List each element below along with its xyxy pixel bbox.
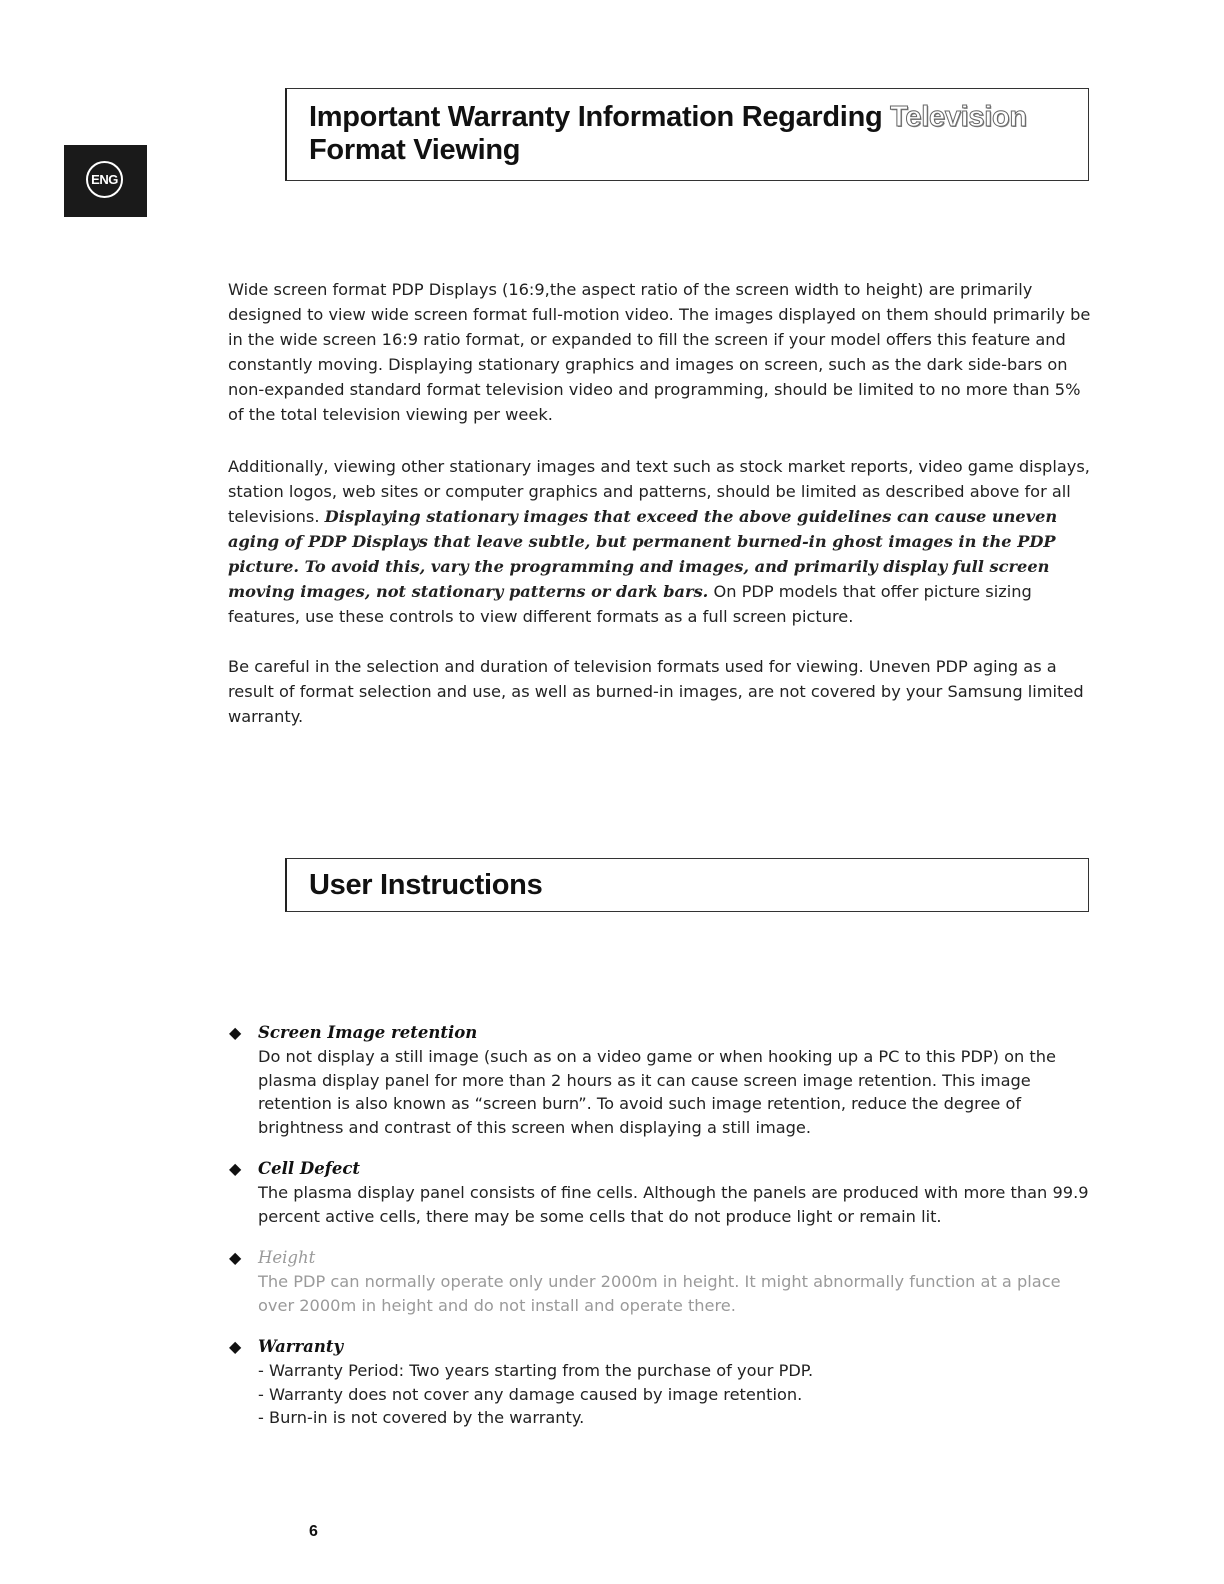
page-number: 6 xyxy=(309,1523,318,1540)
list-item-cell-defect xyxy=(228,1156,1098,1228)
list-item-title: Screen Image retention xyxy=(258,1023,478,1042)
warranty-line: - Warranty does not cover any damage caused by image retention. xyxy=(258,1384,803,1404)
warranty-heading-box xyxy=(285,88,1089,181)
diamond-bullet-icon: ◆ xyxy=(229,1339,242,1356)
list-item-title: Height xyxy=(258,1248,316,1267)
list-item-text: The plasma display panel consists of fine cells. Although the panels are produced with more than 99.9 percent active cells, there may be some cells that do not produce light or remain lit. xyxy=(258,1183,1089,1226)
user-instructions-heading: User Instructions xyxy=(309,869,543,901)
warranty-paragraph-1: Wide screen format PDP Displays (16:9,the aspect ratio of the screen width to height) are primarily designed to view wide screen format full-motion video. The images displayed on them should primarily be in the wide screen 16:9 ratio format, or expanded to fill the screen if your model offers this feature and constantly moving. Displaying stationary graphics and images on screen, such as the dark side-bars on non-expanded standard format television video and programming, should be limited to no more than 5% of the total television viewing per week. xyxy=(228,280,1091,424)
warranty-paragraph-2-end: On PDP models that offer picture sizing features, use these controls to view different formats as a full screen picture. xyxy=(228,582,1032,626)
language-tab xyxy=(64,145,147,217)
warranty-heading-outline-word: Television xyxy=(890,101,1027,133)
warranty-paragraph-3: Be careful in the selection and duration of television formats used for viewing. Uneven PDP aging as a result of format selection and use, as well as burned-in images, are not covered by your Samsung limited warranty. xyxy=(228,657,1084,726)
warranty-paragraph-2 xyxy=(228,454,1094,629)
list-item-title: Cell Defect xyxy=(258,1159,360,1178)
warranty-heading-line2: Format Viewing xyxy=(309,134,521,166)
warranty-paragraph-2-start: Additionally, viewing other stationary images and text such as stock market reports, video game displays, station logos, web sites or computer graphics and patterns, should be limited as described above for all televisions. xyxy=(228,457,1090,526)
warranty-paragraph-2-emphasis: Displaying stationary images that exceed the above guidelines can cause uneven aging of PDP Displays that leave subtle, but permanent burned-in ghost images in the PDP picture. To avoid this, vary the programming and images, and primarily display full screen moving images, not stationary patterns or dark bars. xyxy=(228,507,1058,601)
diamond-bullet-icon: ◆ xyxy=(229,1250,242,1267)
diamond-bullet-icon: ◆ xyxy=(229,1025,242,1042)
list-item-text: Do not display a still image (such as on a video game or when hooking up a PC to this PDP) on the plasma display panel for more than 2 hours as it can cause screen image retention. This image retention is also known as “screen burn”. To avoid such image retention, reduce the degree of brightness and contrast of this screen when displaying a still image. xyxy=(258,1047,1057,1137)
warranty-line: - Warranty Period: Two years starting from the purchase of your PDP. xyxy=(258,1361,814,1380)
warranty-heading-main: Important Warranty Information Regarding xyxy=(309,101,883,133)
user-instructions-list xyxy=(228,1020,1098,1447)
list-item-text: The PDP can normally operate only under 2000m in height. It might abnormally function at a place over 2000m in height and do not install and operate there. xyxy=(258,1272,1061,1315)
list-item-text xyxy=(258,1359,1098,1430)
list-item-warranty xyxy=(228,1334,1098,1430)
language-badge: ENG xyxy=(86,161,123,198)
list-item-title: Warranty xyxy=(258,1337,344,1356)
warranty-heading xyxy=(309,101,1079,167)
user-instructions-heading-box xyxy=(285,858,1089,912)
list-item-screen-image-retention xyxy=(228,1020,1098,1139)
warranty-line: - Burn-in is not covered by the warranty. xyxy=(258,1408,585,1427)
diamond-bullet-icon: ◆ xyxy=(229,1161,242,1178)
list-item-height xyxy=(228,1245,1098,1317)
